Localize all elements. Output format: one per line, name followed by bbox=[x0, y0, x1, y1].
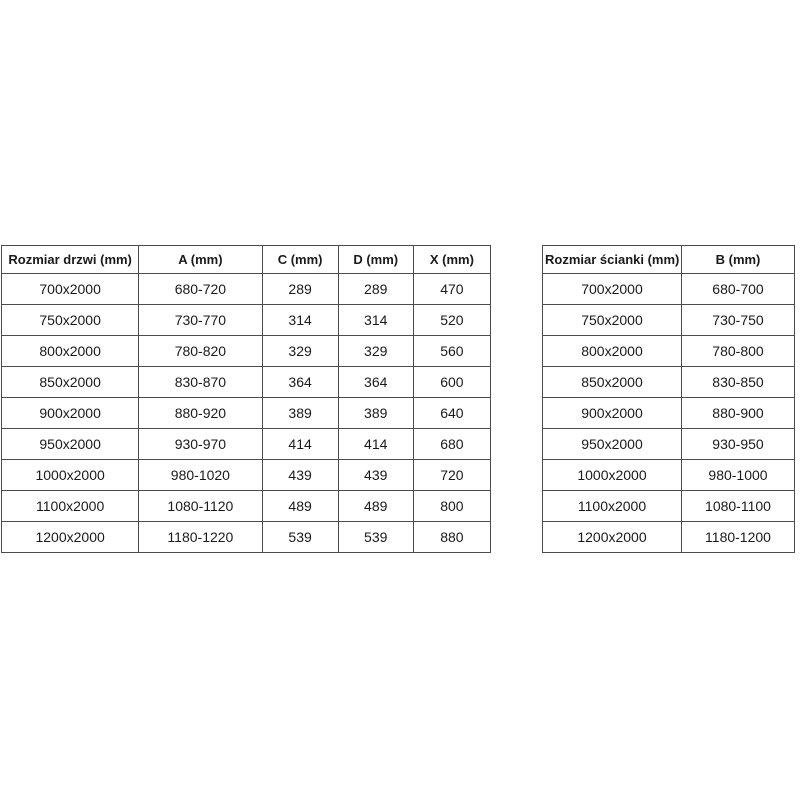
table-cell: 289 bbox=[262, 274, 338, 305]
table-cell: 680 bbox=[413, 429, 490, 460]
table-cell: 830-870 bbox=[139, 367, 262, 398]
table-cell: 1080-1100 bbox=[682, 491, 795, 522]
table-cell: 470 bbox=[413, 274, 490, 305]
column-header-c: C (mm) bbox=[262, 246, 338, 274]
table-cell: 780-820 bbox=[139, 336, 262, 367]
table-row bbox=[543, 274, 795, 305]
table-cell: 750x2000 bbox=[543, 305, 682, 336]
table-cell: 1100x2000 bbox=[543, 491, 682, 522]
table-cell: 880-920 bbox=[139, 398, 262, 429]
table-cell: 389 bbox=[262, 398, 338, 429]
table-cell: 1100x2000 bbox=[2, 491, 139, 522]
column-header-a: A (mm) bbox=[139, 246, 262, 274]
table-cell: 314 bbox=[338, 305, 413, 336]
table-row bbox=[543, 460, 795, 491]
table-row bbox=[2, 460, 491, 491]
table-cell: 1200x2000 bbox=[2, 522, 139, 553]
table-cell: 680-720 bbox=[139, 274, 262, 305]
table-cell: 800x2000 bbox=[2, 336, 139, 367]
table-cell: 539 bbox=[262, 522, 338, 553]
table-cell: 880-900 bbox=[682, 398, 795, 429]
table-cell: 930-950 bbox=[682, 429, 795, 460]
table-cell: 489 bbox=[338, 491, 413, 522]
table-cell: 289 bbox=[338, 274, 413, 305]
table-cell: 730-770 bbox=[139, 305, 262, 336]
column-header-b: B (mm) bbox=[682, 246, 795, 274]
table-cell: 414 bbox=[262, 429, 338, 460]
column-header-x: X (mm) bbox=[413, 246, 490, 274]
table-cell: 850x2000 bbox=[543, 367, 682, 398]
door-size-table bbox=[1, 245, 491, 553]
table-row bbox=[543, 367, 795, 398]
table-cell: 1080-1120 bbox=[139, 491, 262, 522]
wall-size-table bbox=[542, 245, 795, 553]
table-row bbox=[543, 336, 795, 367]
table-cell: 780-800 bbox=[682, 336, 795, 367]
table-cell: 980-1000 bbox=[682, 460, 795, 491]
table-cell: 364 bbox=[262, 367, 338, 398]
table-row bbox=[2, 274, 491, 305]
table-row bbox=[543, 522, 795, 553]
table-cell: 364 bbox=[338, 367, 413, 398]
table-cell: 720 bbox=[413, 460, 490, 491]
column-header-d: D (mm) bbox=[338, 246, 413, 274]
table-cell: 950x2000 bbox=[2, 429, 139, 460]
table-cell: 800 bbox=[413, 491, 490, 522]
table-row bbox=[2, 305, 491, 336]
table-row bbox=[2, 336, 491, 367]
column-header-rozmiar-scianki: Rozmiar ścianki (mm) bbox=[543, 246, 682, 274]
table-cell: 730-750 bbox=[682, 305, 795, 336]
table-cell: 750x2000 bbox=[2, 305, 139, 336]
table-cell: 520 bbox=[413, 305, 490, 336]
table-cell: 439 bbox=[338, 460, 413, 491]
table-cell: 880 bbox=[413, 522, 490, 553]
table-cell: 700x2000 bbox=[2, 274, 139, 305]
table-cell: 1000x2000 bbox=[2, 460, 139, 491]
table-cell: 900x2000 bbox=[2, 398, 139, 429]
wall-table-header-row bbox=[543, 246, 795, 274]
table-row bbox=[2, 429, 491, 460]
table-cell: 414 bbox=[338, 429, 413, 460]
table-cell: 640 bbox=[413, 398, 490, 429]
table-cell: 314 bbox=[262, 305, 338, 336]
table-cell: 830-850 bbox=[682, 367, 795, 398]
table-cell: 560 bbox=[413, 336, 490, 367]
table-cell: 439 bbox=[262, 460, 338, 491]
table-cell: 329 bbox=[338, 336, 413, 367]
table-row bbox=[2, 522, 491, 553]
table-cell: 680-700 bbox=[682, 274, 795, 305]
table-row bbox=[2, 398, 491, 429]
table-row bbox=[543, 305, 795, 336]
column-header-rozmiar-drzwi: Rozmiar drzwi (mm) bbox=[2, 246, 139, 274]
table-cell: 489 bbox=[262, 491, 338, 522]
table-cell: 389 bbox=[338, 398, 413, 429]
table-cell: 850x2000 bbox=[2, 367, 139, 398]
table-cell: 1180-1200 bbox=[682, 522, 795, 553]
table-cell: 950x2000 bbox=[543, 429, 682, 460]
table-cell: 700x2000 bbox=[543, 274, 682, 305]
table-row bbox=[543, 398, 795, 429]
table-cell: 900x2000 bbox=[543, 398, 682, 429]
table-cell: 539 bbox=[338, 522, 413, 553]
door-table-header-row bbox=[2, 246, 491, 274]
table-cell: 329 bbox=[262, 336, 338, 367]
table-row bbox=[543, 491, 795, 522]
table-cell: 980-1020 bbox=[139, 460, 262, 491]
table-cell: 800x2000 bbox=[543, 336, 682, 367]
table-row bbox=[543, 429, 795, 460]
table-cell: 1000x2000 bbox=[543, 460, 682, 491]
table-row bbox=[2, 367, 491, 398]
table-cell: 1180-1220 bbox=[139, 522, 262, 553]
table-cell: 930-970 bbox=[139, 429, 262, 460]
table-cell: 600 bbox=[413, 367, 490, 398]
table-cell: 1200x2000 bbox=[543, 522, 682, 553]
table-row bbox=[2, 491, 491, 522]
